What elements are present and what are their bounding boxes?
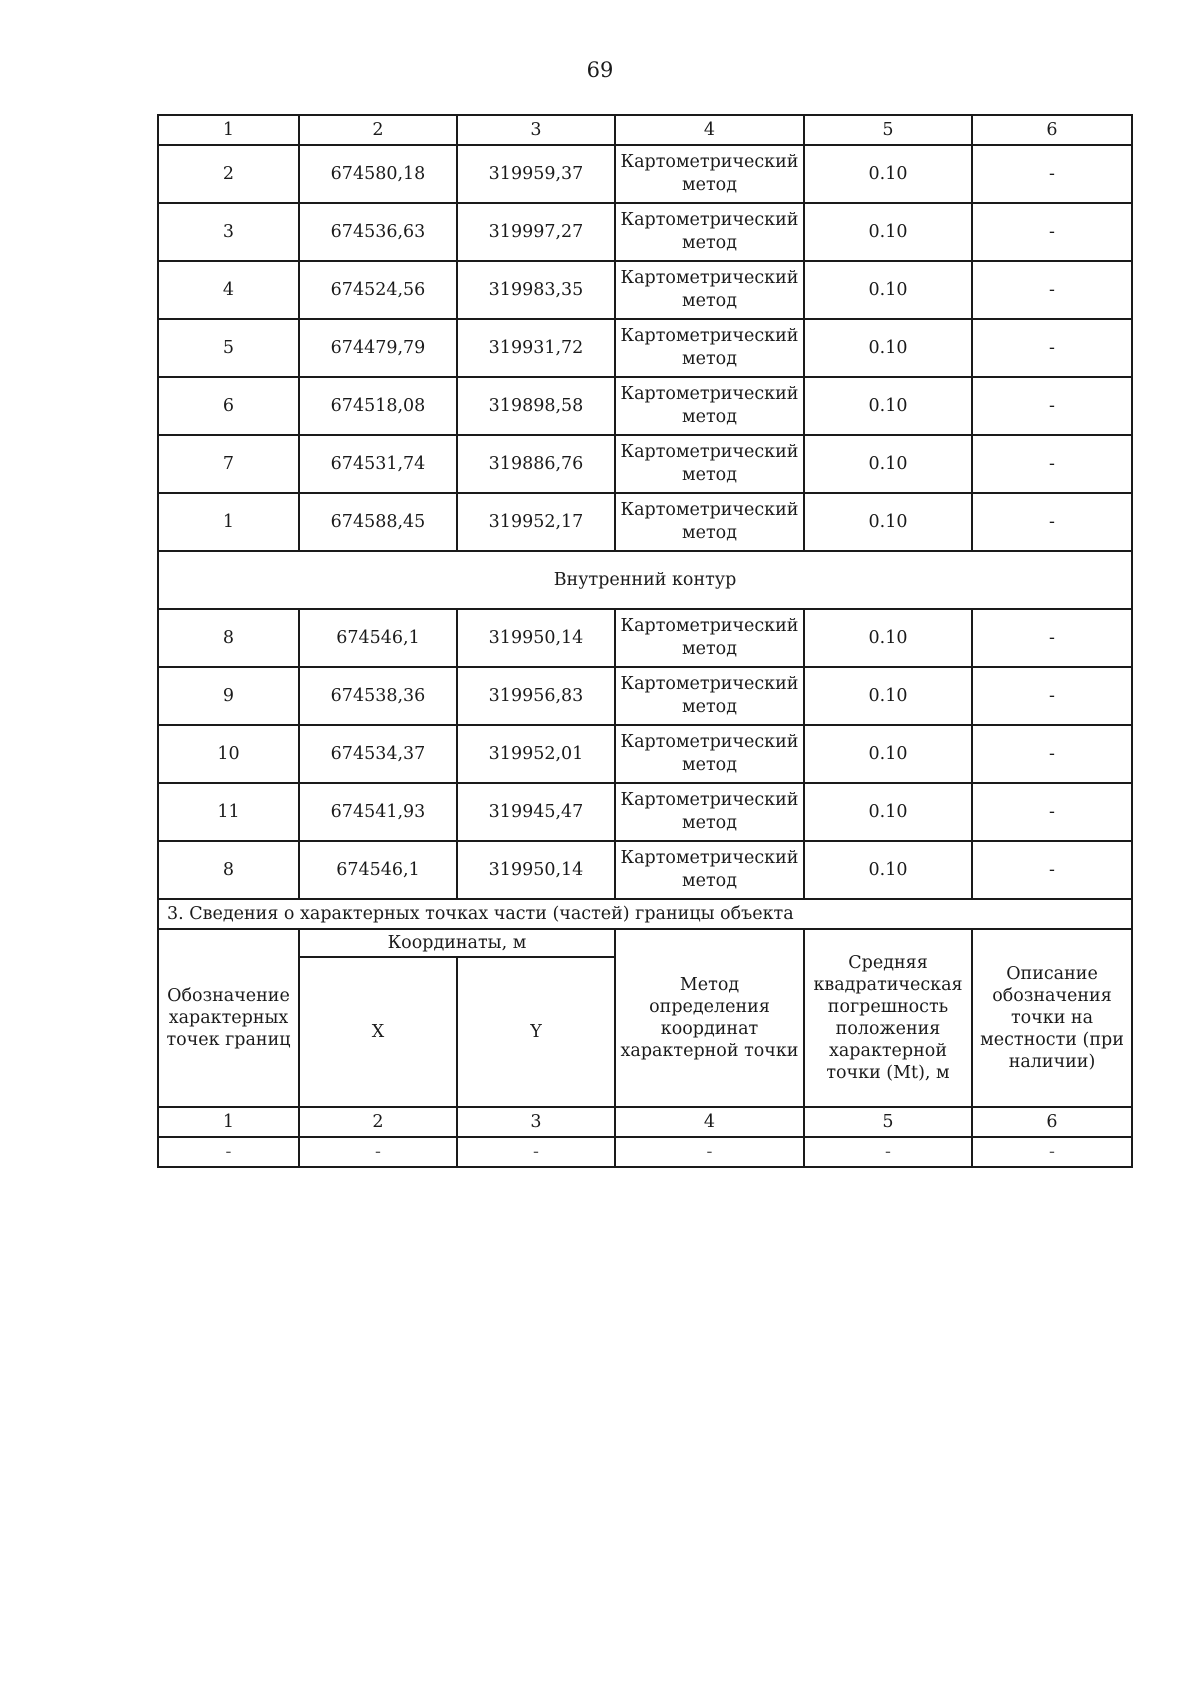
y-cell: 319931,72 — [457, 319, 615, 377]
table-row — [158, 203, 1132, 261]
x-cell: 674531,74 — [299, 435, 457, 493]
y-cell: 319959,37 — [457, 145, 615, 203]
column-number: 6 — [972, 115, 1132, 145]
empty-cell: - — [457, 1137, 615, 1167]
accuracy-cell: 0.10 — [804, 667, 972, 725]
point-cell: 10 — [158, 725, 299, 783]
empty-cell: - — [804, 1137, 972, 1167]
description-cell: - — [972, 145, 1132, 203]
coordinates-header: Координаты, м — [299, 929, 615, 957]
table-row — [158, 783, 1132, 841]
column-number-row — [158, 115, 1132, 145]
inner-contour-label: Внутренний контур — [158, 551, 1132, 609]
x-cell: 674534,37 — [299, 725, 457, 783]
description-cell: - — [972, 319, 1132, 377]
empty-cell: - — [615, 1137, 804, 1167]
description-cell: - — [972, 841, 1132, 899]
section3-title: 3. Сведения о характерных точках части (частей) границы объекта — [158, 899, 1132, 929]
point-cell: 2 — [158, 145, 299, 203]
description-cell: - — [972, 203, 1132, 261]
description-cell: - — [972, 377, 1132, 435]
table-row — [158, 609, 1132, 667]
table-row — [158, 261, 1132, 319]
point-cell: 4 — [158, 261, 299, 319]
method-cell: Картометрический метод — [615, 203, 804, 261]
x-cell: 674518,08 — [299, 377, 457, 435]
method-cell: Картометрический метод — [615, 319, 804, 377]
y-cell: 319997,27 — [457, 203, 615, 261]
coordinates-table — [157, 114, 1133, 1168]
method-cell: Картометрический метод — [615, 725, 804, 783]
method-cell: Картометрический метод — [615, 609, 804, 667]
method-cell: Картометрический метод — [615, 783, 804, 841]
y-cell: 319983,35 — [457, 261, 615, 319]
point-cell: 7 — [158, 435, 299, 493]
column-number: 1 — [158, 115, 299, 145]
x-cell: 674541,93 — [299, 783, 457, 841]
table-row — [158, 493, 1132, 551]
method-header: Метод определения координат характерной точки — [615, 929, 804, 1107]
method-cell: Картометрический метод — [615, 435, 804, 493]
point-designation-header: Обозначение характерных точек границ — [158, 929, 299, 1107]
table-row — [158, 841, 1132, 899]
table-row — [158, 145, 1132, 203]
inner-contour-row — [158, 551, 1132, 609]
table-row — [158, 435, 1132, 493]
accuracy-cell: 0.10 — [804, 609, 972, 667]
accuracy-cell: 0.10 — [804, 145, 972, 203]
accuracy-cell: 0.10 — [804, 841, 972, 899]
y-cell: 319886,76 — [457, 435, 615, 493]
y-cell: 319952,01 — [457, 725, 615, 783]
description-cell: - — [972, 435, 1132, 493]
accuracy-cell: 0.10 — [804, 319, 972, 377]
accuracy-cell: 0.10 — [804, 725, 972, 783]
y-cell: 319956,83 — [457, 667, 615, 725]
y-cell: 319950,14 — [457, 841, 615, 899]
column-number: 2 — [299, 1107, 457, 1137]
description-cell: - — [972, 609, 1132, 667]
column-number: 3 — [457, 1107, 615, 1137]
accuracy-cell: 0.10 — [804, 203, 972, 261]
y-cell: 319950,14 — [457, 609, 615, 667]
point-cell: 1 — [158, 493, 299, 551]
accuracy-cell: 0.10 — [804, 783, 972, 841]
page-number: 69 — [586, 58, 614, 82]
x-cell: 674546,1 — [299, 609, 457, 667]
section3-header-row — [158, 929, 1132, 957]
description-cell: - — [972, 783, 1132, 841]
description-header: Описание обозначения точки на местности (при наличии) — [972, 929, 1132, 1107]
column-number: 3 — [457, 115, 615, 145]
column-number: 4 — [615, 1107, 804, 1137]
point-cell: 5 — [158, 319, 299, 377]
table-row — [158, 725, 1132, 783]
x-cell: 674524,56 — [299, 261, 457, 319]
y-cell: 319952,17 — [457, 493, 615, 551]
description-cell: - — [972, 725, 1132, 783]
point-cell: 11 — [158, 783, 299, 841]
table-row — [158, 667, 1132, 725]
method-cell: Картометрический метод — [615, 493, 804, 551]
description-cell: - — [972, 493, 1132, 551]
empty-cell: - — [158, 1137, 299, 1167]
x-cell: 674479,79 — [299, 319, 457, 377]
column-number: 2 — [299, 115, 457, 145]
method-cell: Картометрический метод — [615, 261, 804, 319]
column-number: 1 — [158, 1107, 299, 1137]
column-number: 5 — [804, 1107, 972, 1137]
description-cell: - — [972, 667, 1132, 725]
point-cell: 8 — [158, 841, 299, 899]
table-row — [158, 319, 1132, 377]
empty-cell: - — [299, 1137, 457, 1167]
point-cell: 6 — [158, 377, 299, 435]
method-cell: Картометрический метод — [615, 145, 804, 203]
section3-empty-row — [158, 1137, 1132, 1167]
description-cell: - — [972, 261, 1132, 319]
x-cell: 674580,18 — [299, 145, 457, 203]
x-cell: 674546,1 — [299, 841, 457, 899]
method-cell: Картометрический метод — [615, 667, 804, 725]
empty-cell: - — [972, 1137, 1132, 1167]
x-header: X — [299, 957, 457, 1107]
y-cell: 319945,47 — [457, 783, 615, 841]
column-number: 4 — [615, 115, 804, 145]
section3-column-number-row — [158, 1107, 1132, 1137]
x-cell: 674538,36 — [299, 667, 457, 725]
point-cell: 3 — [158, 203, 299, 261]
accuracy-cell: 0.10 — [804, 261, 972, 319]
accuracy-header: Средняя квадратическая погрешность положения характерной точки (Mt), м — [804, 929, 972, 1107]
method-cell: Картометрический метод — [615, 841, 804, 899]
y-header: Y — [457, 957, 615, 1107]
x-cell: 674536,63 — [299, 203, 457, 261]
accuracy-cell: 0.10 — [804, 493, 972, 551]
accuracy-cell: 0.10 — [804, 435, 972, 493]
column-number: 6 — [972, 1107, 1132, 1137]
y-cell: 319898,58 — [457, 377, 615, 435]
table-row — [158, 377, 1132, 435]
point-cell: 9 — [158, 667, 299, 725]
point-cell: 8 — [158, 609, 299, 667]
accuracy-cell: 0.10 — [804, 377, 972, 435]
x-cell: 674588,45 — [299, 493, 457, 551]
method-cell: Картометрический метод — [615, 377, 804, 435]
column-number: 5 — [804, 115, 972, 145]
section3-title-row — [158, 899, 1132, 929]
